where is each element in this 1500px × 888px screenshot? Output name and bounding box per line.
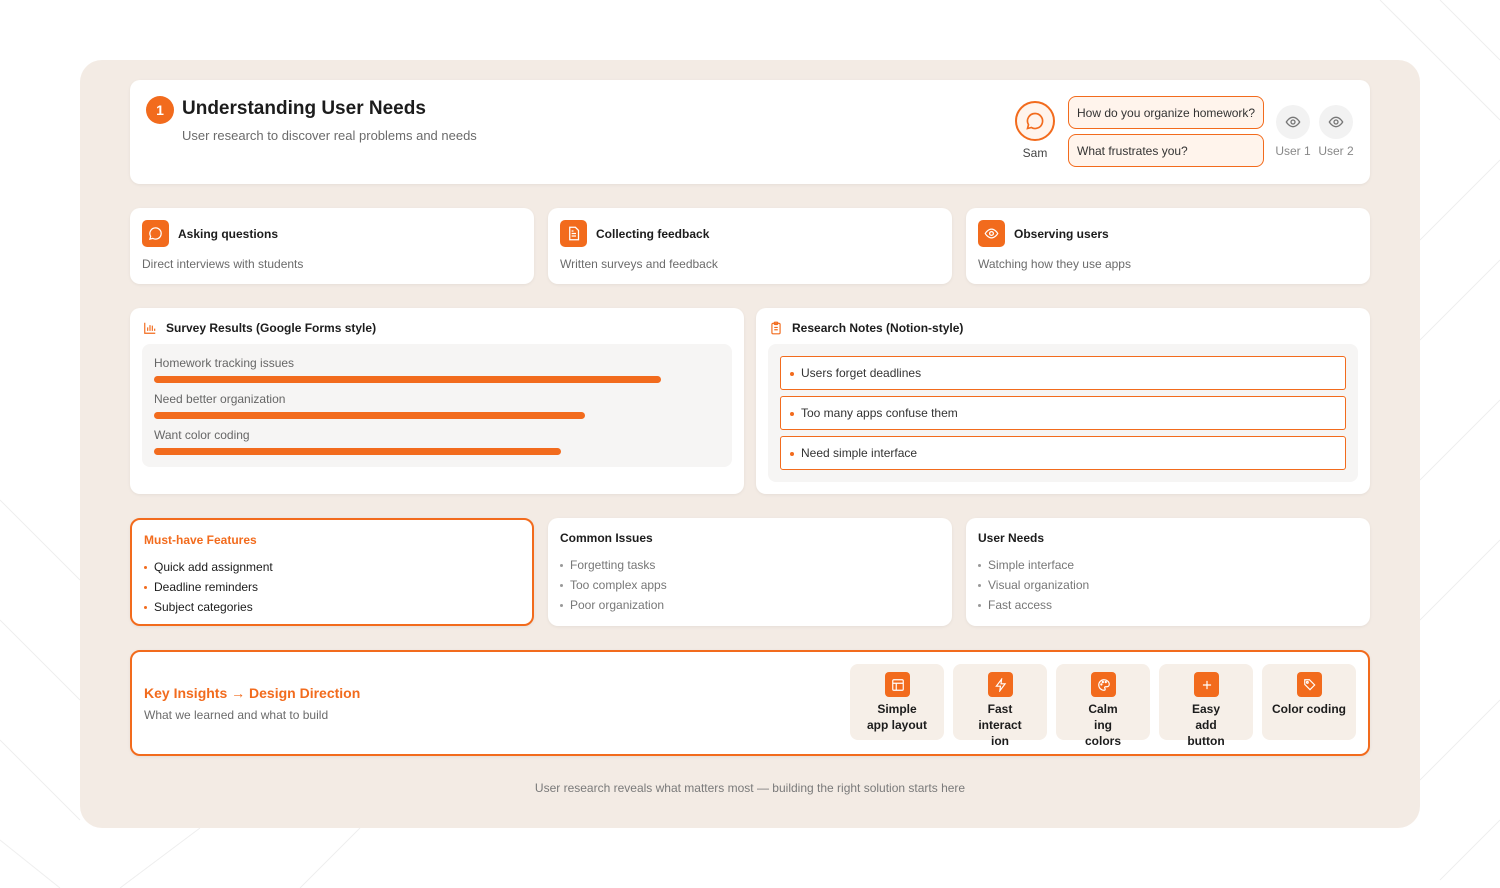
tag-icon bbox=[1297, 672, 1322, 697]
page-subtitle: User research to discover real problems and needs bbox=[182, 128, 477, 143]
method-title: Asking questions bbox=[178, 227, 279, 241]
notes-panel bbox=[768, 344, 1358, 482]
survey-panel bbox=[142, 344, 732, 467]
list-item: Quick add assignment bbox=[144, 557, 273, 577]
user-2-avatar[interactable] bbox=[1319, 105, 1353, 139]
tile-label: Simple app layout bbox=[866, 702, 927, 732]
survey-item-label: Want color coding bbox=[154, 428, 250, 442]
method-card-collecting[interactable] bbox=[548, 208, 952, 284]
issues-list bbox=[560, 555, 667, 615]
insights-subtitle: What we learned and what to build bbox=[144, 708, 329, 722]
footer-note: User research reveals what matters most — building the right solution starts here bbox=[534, 781, 966, 795]
list-title: User Needs bbox=[978, 531, 1045, 545]
list-item: Forgetting tasks bbox=[560, 555, 667, 575]
survey-bar bbox=[154, 376, 661, 383]
interviewer-name: Sam bbox=[1022, 146, 1048, 160]
list-item: Poor organization bbox=[560, 595, 667, 615]
eye-icon bbox=[978, 220, 1005, 247]
interviewer-avatar[interactable] bbox=[1015, 101, 1055, 141]
user-2-label: User 2 bbox=[1318, 144, 1354, 158]
step-number-badge: 1 bbox=[146, 96, 174, 124]
list-item: Visual organization bbox=[978, 575, 1089, 595]
method-desc: Direct interviews with students bbox=[142, 257, 304, 271]
feature-list bbox=[144, 557, 273, 617]
survey-item-label: Homework tracking issues bbox=[154, 356, 295, 370]
method-card-observing[interactable] bbox=[966, 208, 1370, 284]
notes-title: Research Notes (Notion-style) bbox=[792, 321, 964, 335]
tile-label: Fast interact ion bbox=[978, 702, 1022, 748]
question-bubble: How do you organize homework? bbox=[1068, 96, 1264, 129]
document-icon bbox=[560, 220, 587, 247]
list-title: Must-have Features bbox=[144, 533, 257, 547]
survey-bar bbox=[154, 412, 585, 419]
list-item: Fast access bbox=[978, 595, 1089, 615]
insight-tile-calm[interactable] bbox=[1056, 664, 1150, 748]
page-title: Understanding User Needs bbox=[182, 98, 426, 119]
method-desc: Watching how they use apps bbox=[978, 257, 1131, 271]
note-item[interactable]: Users forget deadlines bbox=[780, 356, 1346, 390]
method-desc: Written surveys and feedback bbox=[560, 257, 718, 271]
layout-icon bbox=[885, 672, 910, 697]
note-item[interactable]: Need simple interface bbox=[780, 436, 1346, 470]
survey-title: Survey Results (Google Forms style) bbox=[166, 321, 377, 335]
lightning-icon bbox=[988, 672, 1013, 697]
header-card bbox=[130, 80, 1370, 184]
list-title: Common Issues bbox=[560, 531, 653, 545]
insight-tile-color-coding[interactable] bbox=[1262, 664, 1356, 740]
question-bubble: What frustrates you? bbox=[1068, 134, 1264, 167]
survey-bar bbox=[154, 448, 561, 455]
survey-item-label: Need better organization bbox=[154, 392, 286, 406]
research-notes-card bbox=[756, 308, 1370, 494]
key-insights-card bbox=[130, 650, 1370, 756]
method-card-asking[interactable] bbox=[130, 208, 534, 284]
chat-icon bbox=[1025, 111, 1045, 131]
research-board bbox=[80, 60, 1420, 828]
chat-icon bbox=[142, 220, 169, 247]
insight-tile-fast[interactable] bbox=[953, 664, 1047, 748]
palette-icon bbox=[1091, 672, 1116, 697]
insights-title: Key Insights → Design Direction bbox=[144, 685, 361, 701]
tile-label: Calm ing colors bbox=[1084, 702, 1121, 748]
eye-icon bbox=[1285, 114, 1301, 130]
eye-icon bbox=[1328, 114, 1344, 130]
tile-label: Easy add button bbox=[1187, 702, 1225, 748]
list-item: Deadline reminders bbox=[144, 577, 273, 597]
list-item: Subject categories bbox=[144, 597, 273, 617]
method-title: Observing users bbox=[1014, 227, 1109, 241]
needs-list bbox=[978, 555, 1089, 615]
insight-tile-add[interactable] bbox=[1159, 664, 1253, 748]
method-title: Collecting feedback bbox=[596, 227, 710, 241]
must-have-features-card bbox=[130, 518, 534, 626]
note-item[interactable]: Too many apps confuse them bbox=[780, 396, 1346, 430]
user-1-label: User 1 bbox=[1275, 144, 1311, 158]
insight-tile-layout[interactable] bbox=[850, 664, 944, 740]
tile-label: Color coding bbox=[1272, 702, 1346, 716]
bar-chart-icon bbox=[143, 321, 157, 335]
user-needs-card bbox=[966, 518, 1370, 626]
survey-results-card bbox=[130, 308, 744, 494]
clipboard-icon bbox=[769, 321, 783, 335]
list-item: Simple interface bbox=[978, 555, 1089, 575]
list-item: Too complex apps bbox=[560, 575, 667, 595]
plus-icon bbox=[1194, 672, 1219, 697]
user-1-avatar[interactable] bbox=[1276, 105, 1310, 139]
common-issues-card bbox=[548, 518, 952, 626]
